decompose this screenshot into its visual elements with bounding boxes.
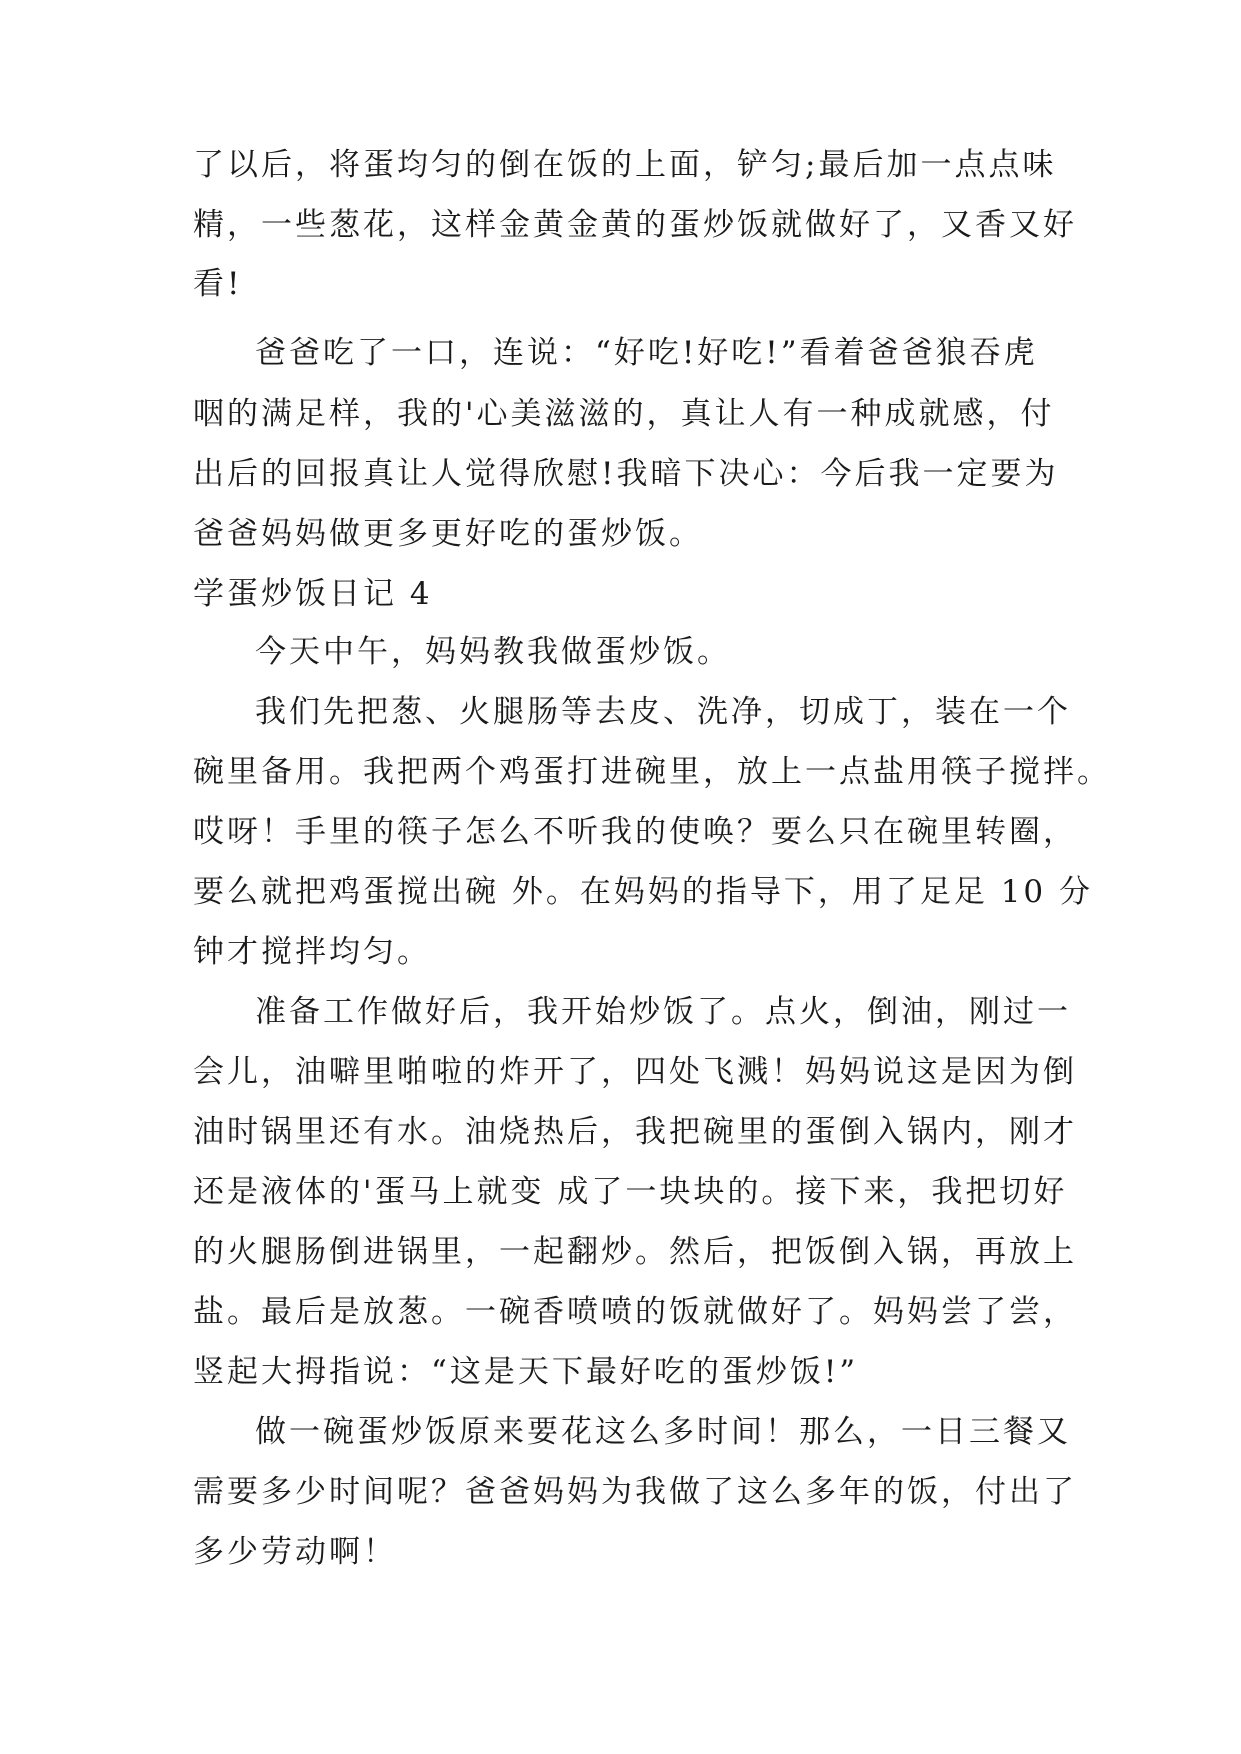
text-line: 钟才搅拌均匀。 xyxy=(193,934,431,970)
text-line: 盐。最后是放葱。一碗香喷喷的饭就做好了。妈妈尝了尝， xyxy=(193,1294,1077,1330)
text-line: 精，一些葱花，这样金黄金黄的蛋炒饭就做好了，又香又好 xyxy=(193,207,1077,243)
text-line: 我们先把葱、火腿肠等去皮、洗净，切成丁，装在一个 xyxy=(255,694,1071,730)
text-line: 爸爸吃了一口，连说：“好吃!好吃!”看着爸爸狼吞虎 xyxy=(255,335,1038,371)
text-line: 准备工作做好后，我开始炒饭了。点火，倒油，刚过一 xyxy=(255,994,1071,1030)
section-heading: 学蛋炒饭日记 4 xyxy=(193,576,433,612)
text-line: 做一碗蛋炒饭原来要花这么多时间！那么，一日三餐又 xyxy=(255,1414,1071,1450)
text-line: 会儿，油噼里啪啦的炸开了，四处飞溅！妈妈说这是因为倒 xyxy=(193,1054,1077,1090)
text-line: 需要多少时间呢？爸爸妈妈为我做了这么多年的饭，付出了 xyxy=(193,1474,1077,1510)
text-line: 今天中午，妈妈教我做蛋炒饭。 xyxy=(255,634,731,670)
text-line: 了以后，将蛋均匀的倒在饭的上面，铲匀;最后加一点点味 xyxy=(193,147,1057,183)
text-line: 竖起大拇指说：“这是天下最好吃的蛋炒饭!” xyxy=(193,1354,859,1390)
text-line: 的火腿肠倒进锅里，一起翻炒。然后，把饭倒入锅，再放上 xyxy=(193,1234,1077,1270)
text-line: 要么就把鸡蛋搅出碗 外。在妈妈的指导下，用了足足 10 分 xyxy=(193,874,1094,910)
text-line: 爸爸妈妈做更多更好吃的蛋炒饭。 xyxy=(193,516,703,552)
text-line: 看! xyxy=(193,266,243,302)
text-line: 哎呀！手里的筷子怎么不听我的使唤？要么只在碗里转圈， xyxy=(193,814,1077,850)
text-line: 油时锅里还有水。油烧热后，我把碗里的蛋倒入锅内，刚才 xyxy=(193,1114,1077,1150)
text-line: 多少劳动啊！ xyxy=(193,1534,397,1570)
text-line: 咽的满足样，我的'心美滋滋的，真让人有一种成就感，付 xyxy=(193,396,1055,432)
text-line: 出后的回报真让人觉得欣慰!我暗下决心：今后我一定要为 xyxy=(193,456,1059,492)
text-line: 还是液体的'蛋马上就变 成了一块块的。接下来，我把切好 xyxy=(193,1174,1068,1210)
text-line: 碗里备用。我把两个鸡蛋打进碗里，放上一点盐用筷子搅拌。 xyxy=(193,754,1111,790)
